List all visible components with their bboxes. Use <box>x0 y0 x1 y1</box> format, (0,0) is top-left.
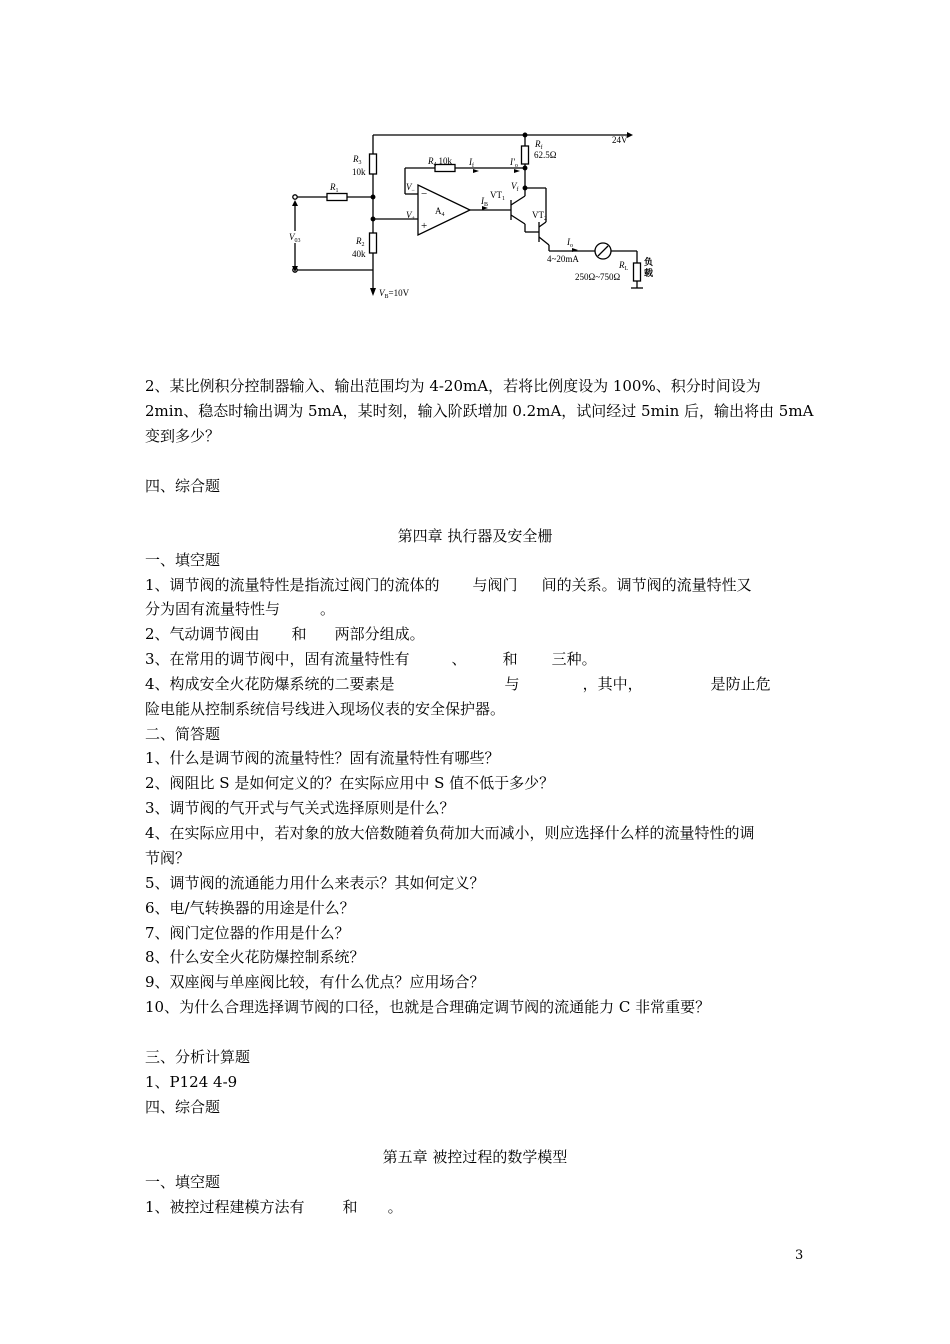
ch4-fill-1-line-2: 分为固有流量特性与 。 <box>145 600 336 618</box>
q2-line-3: 变到多少？ <box>145 427 221 445</box>
q2-line-1: 2、某比例积分控制器输入、输出范围均为 4-20mA，若将比例度设为 100%、积分时间设为 <box>145 377 761 395</box>
ch4-short-5: 5、调节阀的流通能力用什么来表示？其如何定义？ <box>145 874 485 892</box>
r2-value: 40k <box>352 249 366 259</box>
ch5-fill-1: 1、被控过程建模方法有 和 。 <box>145 1198 403 1216</box>
ch4-fill-heading: 一、填空题 <box>145 551 221 569</box>
vt2-label: $VT_2$ <box>532 210 547 222</box>
q2-line-2: 2min、稳态时输出调为 5mA，某时刻，输入阶跃增加 0.2mA，试问经过 5min 后，输出将由 5mA <box>145 402 814 420</box>
chapter-4-title: 第四章 执行器及安全栅 <box>397 527 553 545</box>
rl-value: 250Ω~750Ω <box>575 272 621 282</box>
opamp-label: $A_4$ <box>435 206 445 218</box>
ch4-short-4-line-1: 4、在实际应用中，若对象的放大倍数随着负荷加大而减小，则应选择什么样的流量特性的调 <box>145 824 755 842</box>
r3-label: $R_3$ <box>353 154 362 166</box>
vplus-label: $V_+$ <box>406 210 415 222</box>
ch4-short-7: 7、阀门定位器的作用是什么？ <box>145 924 350 942</box>
v03-label: $V_{03}$ <box>289 232 301 244</box>
ch4-short-2: 2、阀阻比 S 是如何定义的？在实际应用中 S 值不低于多少？ <box>145 774 555 792</box>
ch4-short-4-line-2: 节阀？ <box>145 849 191 867</box>
ch4-fill-2: 2、气动调节阀由 和 两部分组成。 <box>145 625 425 643</box>
ib-label: $I_B$ <box>481 196 489 208</box>
section-synthesis-heading: 四、综合题 <box>145 477 221 495</box>
ch4-short-3: 3、调节阀的气开式与气关式选择原则是什么？ <box>145 799 455 817</box>
page-number: 3 <box>795 1248 804 1263</box>
load-label-1: 负 <box>644 257 654 267</box>
r1-label: $R_1$ <box>330 182 339 194</box>
ch4-short-1: 1、什么是调节阀的流量特性？固有流量特性有哪些？ <box>145 749 500 767</box>
rf-label: $R_f$ <box>535 139 543 151</box>
r4-label: $R_4$ 10k <box>428 156 452 168</box>
vf-label: $V_f$ <box>511 181 519 193</box>
vminus-label: $V_-$ <box>406 182 415 194</box>
load-label-2: 载 <box>644 268 654 278</box>
ch5-fill-heading: 一、填空题 <box>145 1173 221 1191</box>
chapter-5-title: 第五章 被控过程的数学模型 <box>382 1148 568 1166</box>
vb-label: $V_B=10V$ <box>379 288 410 300</box>
opamp-minus-sign: − <box>421 188 428 200</box>
rf-value: 62.5Ω <box>534 150 557 160</box>
ch4-short-10: 10、为什么合理选择调节阀的口径，也就是合理确定调节阀的流通能力 C 非常重要？ <box>145 998 711 1016</box>
ch4-fill-4-line-1: 4、构成安全火花防爆系统的二要素是 与 ，其中， 是防止危 <box>145 675 771 693</box>
ch4-short-heading: 二、简答题 <box>145 725 221 743</box>
current-range-label: 4~20mA <box>547 254 579 264</box>
ch4-short-6: 6、电/气转换器的用途是什么？ <box>145 899 355 917</box>
ch4-calc-heading: 三、分析计算题 <box>145 1048 251 1066</box>
supply-24v-label: 24V <box>612 135 628 145</box>
r2-label: $R_2$ <box>356 236 365 248</box>
ch4-calc-1: 1、P124 4-9 <box>145 1073 238 1091</box>
ch4-fill-4-line-2: 险电能从控制系统信号线进入现场仪表的安全保护器。 <box>145 700 506 718</box>
ch4-synthesis-heading: 四、综合题 <box>145 1098 221 1116</box>
opamp-plus-sign: + <box>421 220 428 232</box>
if-label: $I_f$ <box>469 157 474 169</box>
ch4-fill-3: 3、在常用的调节阀中，固有流量特性有 、 和 三种。 <box>145 650 597 668</box>
rl-label: $R_L$ <box>619 260 629 272</box>
vt1-label: $VT_1$ <box>490 190 505 202</box>
ch4-short-9: 9、双座阀与单座阀比较，有什么优点？应用场合？ <box>145 973 485 991</box>
io-label: $I_o$ <box>567 237 573 249</box>
circuit-diagram <box>285 128 665 303</box>
ch4-short-8: 8、什么安全火花防爆控制系统？ <box>145 948 365 966</box>
r3-value: 10k <box>352 167 366 177</box>
io-prime-label: $I'_o$ <box>510 157 518 169</box>
ch4-fill-1-line-1: 1、调节阀的流量特性是指流过阀门的流体的 与阀门 间的关系。调节阀的流量特性又 <box>145 576 752 594</box>
